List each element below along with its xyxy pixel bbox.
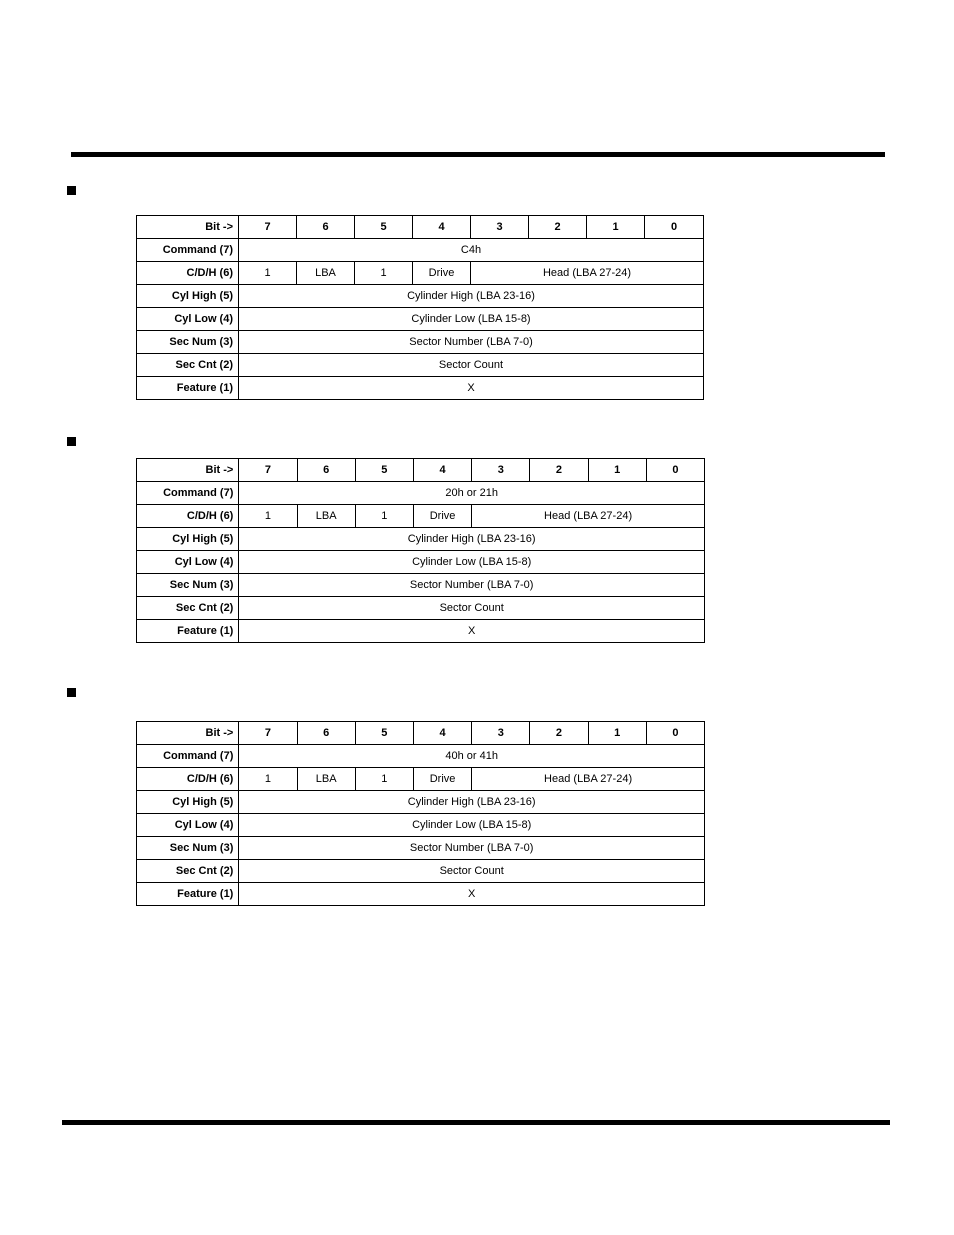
row-value: Sector Number (LBA 7-0) [239,574,705,597]
bit7-value: 1 [239,768,297,791]
top-rule [71,152,885,157]
bit-7: 7 [239,459,297,482]
row-value: 20h or 21h [239,482,705,505]
bit-5: 5 [355,722,413,745]
bit-0: 0 [645,216,704,239]
row-label: Feature (1) [137,620,239,643]
table-row [137,791,705,814]
bit4-value: Drive [413,505,471,528]
row-label: Sec Num (3) [137,837,239,860]
bit-header-label: Bit -> [137,459,239,482]
row-value: Sector Number (LBA 7-0) [239,837,705,860]
row-label: Cyl Low (4) [137,814,239,837]
row-label: Cyl High (5) [137,791,239,814]
bit6-value: LBA [297,768,355,791]
bit-header-label: Bit -> [137,216,239,239]
table-row [137,505,705,528]
row-value: Sector Count [239,354,704,377]
table-row [137,528,705,551]
bit-1: 1 [588,459,646,482]
bit5-value: 1 [355,505,413,528]
bit-6: 6 [297,216,355,239]
table-header-row [137,459,705,482]
bit-0: 0 [646,722,704,745]
row-label: C/D/H (6) [137,505,239,528]
row-label: Cyl High (5) [137,528,239,551]
bit5-value: 1 [355,768,413,791]
row-label: Cyl Low (4) [137,551,239,574]
table-row [137,745,705,768]
bullet-square-icon [67,186,76,195]
row-label: C/D/H (6) [137,768,239,791]
row-value: X [239,377,704,400]
bit-4: 4 [413,722,471,745]
bit-6: 6 [297,722,355,745]
row-label: Command (7) [137,482,239,505]
table-row [137,285,704,308]
row-value: 40h or 41h [239,745,705,768]
bit-5: 5 [355,216,413,239]
row-label: Command (7) [137,745,239,768]
bullet-square-icon [67,437,76,446]
row-value: Cylinder Low (LBA 15-8) [239,551,705,574]
bit-1: 1 [588,722,646,745]
bit7-value: 1 [239,262,297,285]
table-row [137,551,705,574]
register-table [136,215,704,400]
bit6-value: LBA [297,505,355,528]
row-label: Sec Num (3) [137,574,239,597]
row-value: X [239,883,705,906]
row-label: Cyl Low (4) [137,308,239,331]
table-row [137,331,704,354]
register-table [136,458,705,643]
row-label: Command (7) [137,239,239,262]
bit4-value: Drive [413,768,471,791]
table-row [137,768,705,791]
table-row [137,597,705,620]
table-row [137,377,704,400]
bit-2: 2 [530,722,588,745]
row-value: C4h [239,239,704,262]
row-label: Sec Cnt (2) [137,354,239,377]
table-row [137,239,704,262]
row-label: Feature (1) [137,377,239,400]
head-value: Head (LBA 27-24) [471,262,704,285]
row-value: Sector Count [239,860,705,883]
row-value: Sector Number (LBA 7-0) [239,331,704,354]
row-value: Cylinder High (LBA 23-16) [239,285,704,308]
bit-header-label: Bit -> [137,722,239,745]
table-row [137,814,705,837]
bit7-value: 1 [239,505,297,528]
row-label: Sec Num (3) [137,331,239,354]
row-label: Sec Cnt (2) [137,860,239,883]
bit-2: 2 [530,459,588,482]
row-value: Cylinder High (LBA 23-16) [239,791,705,814]
row-value: X [239,620,705,643]
bit-1: 1 [587,216,645,239]
row-value: Cylinder Low (LBA 15-8) [239,814,705,837]
bit-7: 7 [239,216,297,239]
table-header-row [137,722,705,745]
table-row [137,482,705,505]
table-row [137,883,705,906]
row-label: Sec Cnt (2) [137,597,239,620]
bit-4: 4 [413,216,471,239]
row-label: Cyl High (5) [137,285,239,308]
register-table [136,721,705,906]
table-row [137,354,704,377]
bit-7: 7 [239,722,297,745]
bit-2: 2 [529,216,587,239]
bit6-value: LBA [297,262,355,285]
row-label: C/D/H (6) [137,262,239,285]
table-row [137,837,705,860]
head-value: Head (LBA 27-24) [472,768,705,791]
head-value: Head (LBA 27-24) [472,505,705,528]
bit-4: 4 [413,459,471,482]
bullet-square-icon [67,688,76,697]
table-header-row [137,216,704,239]
bit4-value: Drive [413,262,471,285]
row-value: Sector Count [239,597,705,620]
table-row [137,620,705,643]
bit-3: 3 [471,216,529,239]
row-value: Cylinder High (LBA 23-16) [239,528,705,551]
table-row [137,262,704,285]
bit-6: 6 [297,459,355,482]
table-row [137,860,705,883]
bottom-rule [62,1120,890,1125]
bit5-value: 1 [355,262,413,285]
row-label: Feature (1) [137,883,239,906]
bit-3: 3 [472,459,530,482]
bit-5: 5 [355,459,413,482]
row-value: Cylinder Low (LBA 15-8) [239,308,704,331]
table-row [137,574,705,597]
bit-3: 3 [472,722,530,745]
table-row [137,308,704,331]
bit-0: 0 [646,459,704,482]
